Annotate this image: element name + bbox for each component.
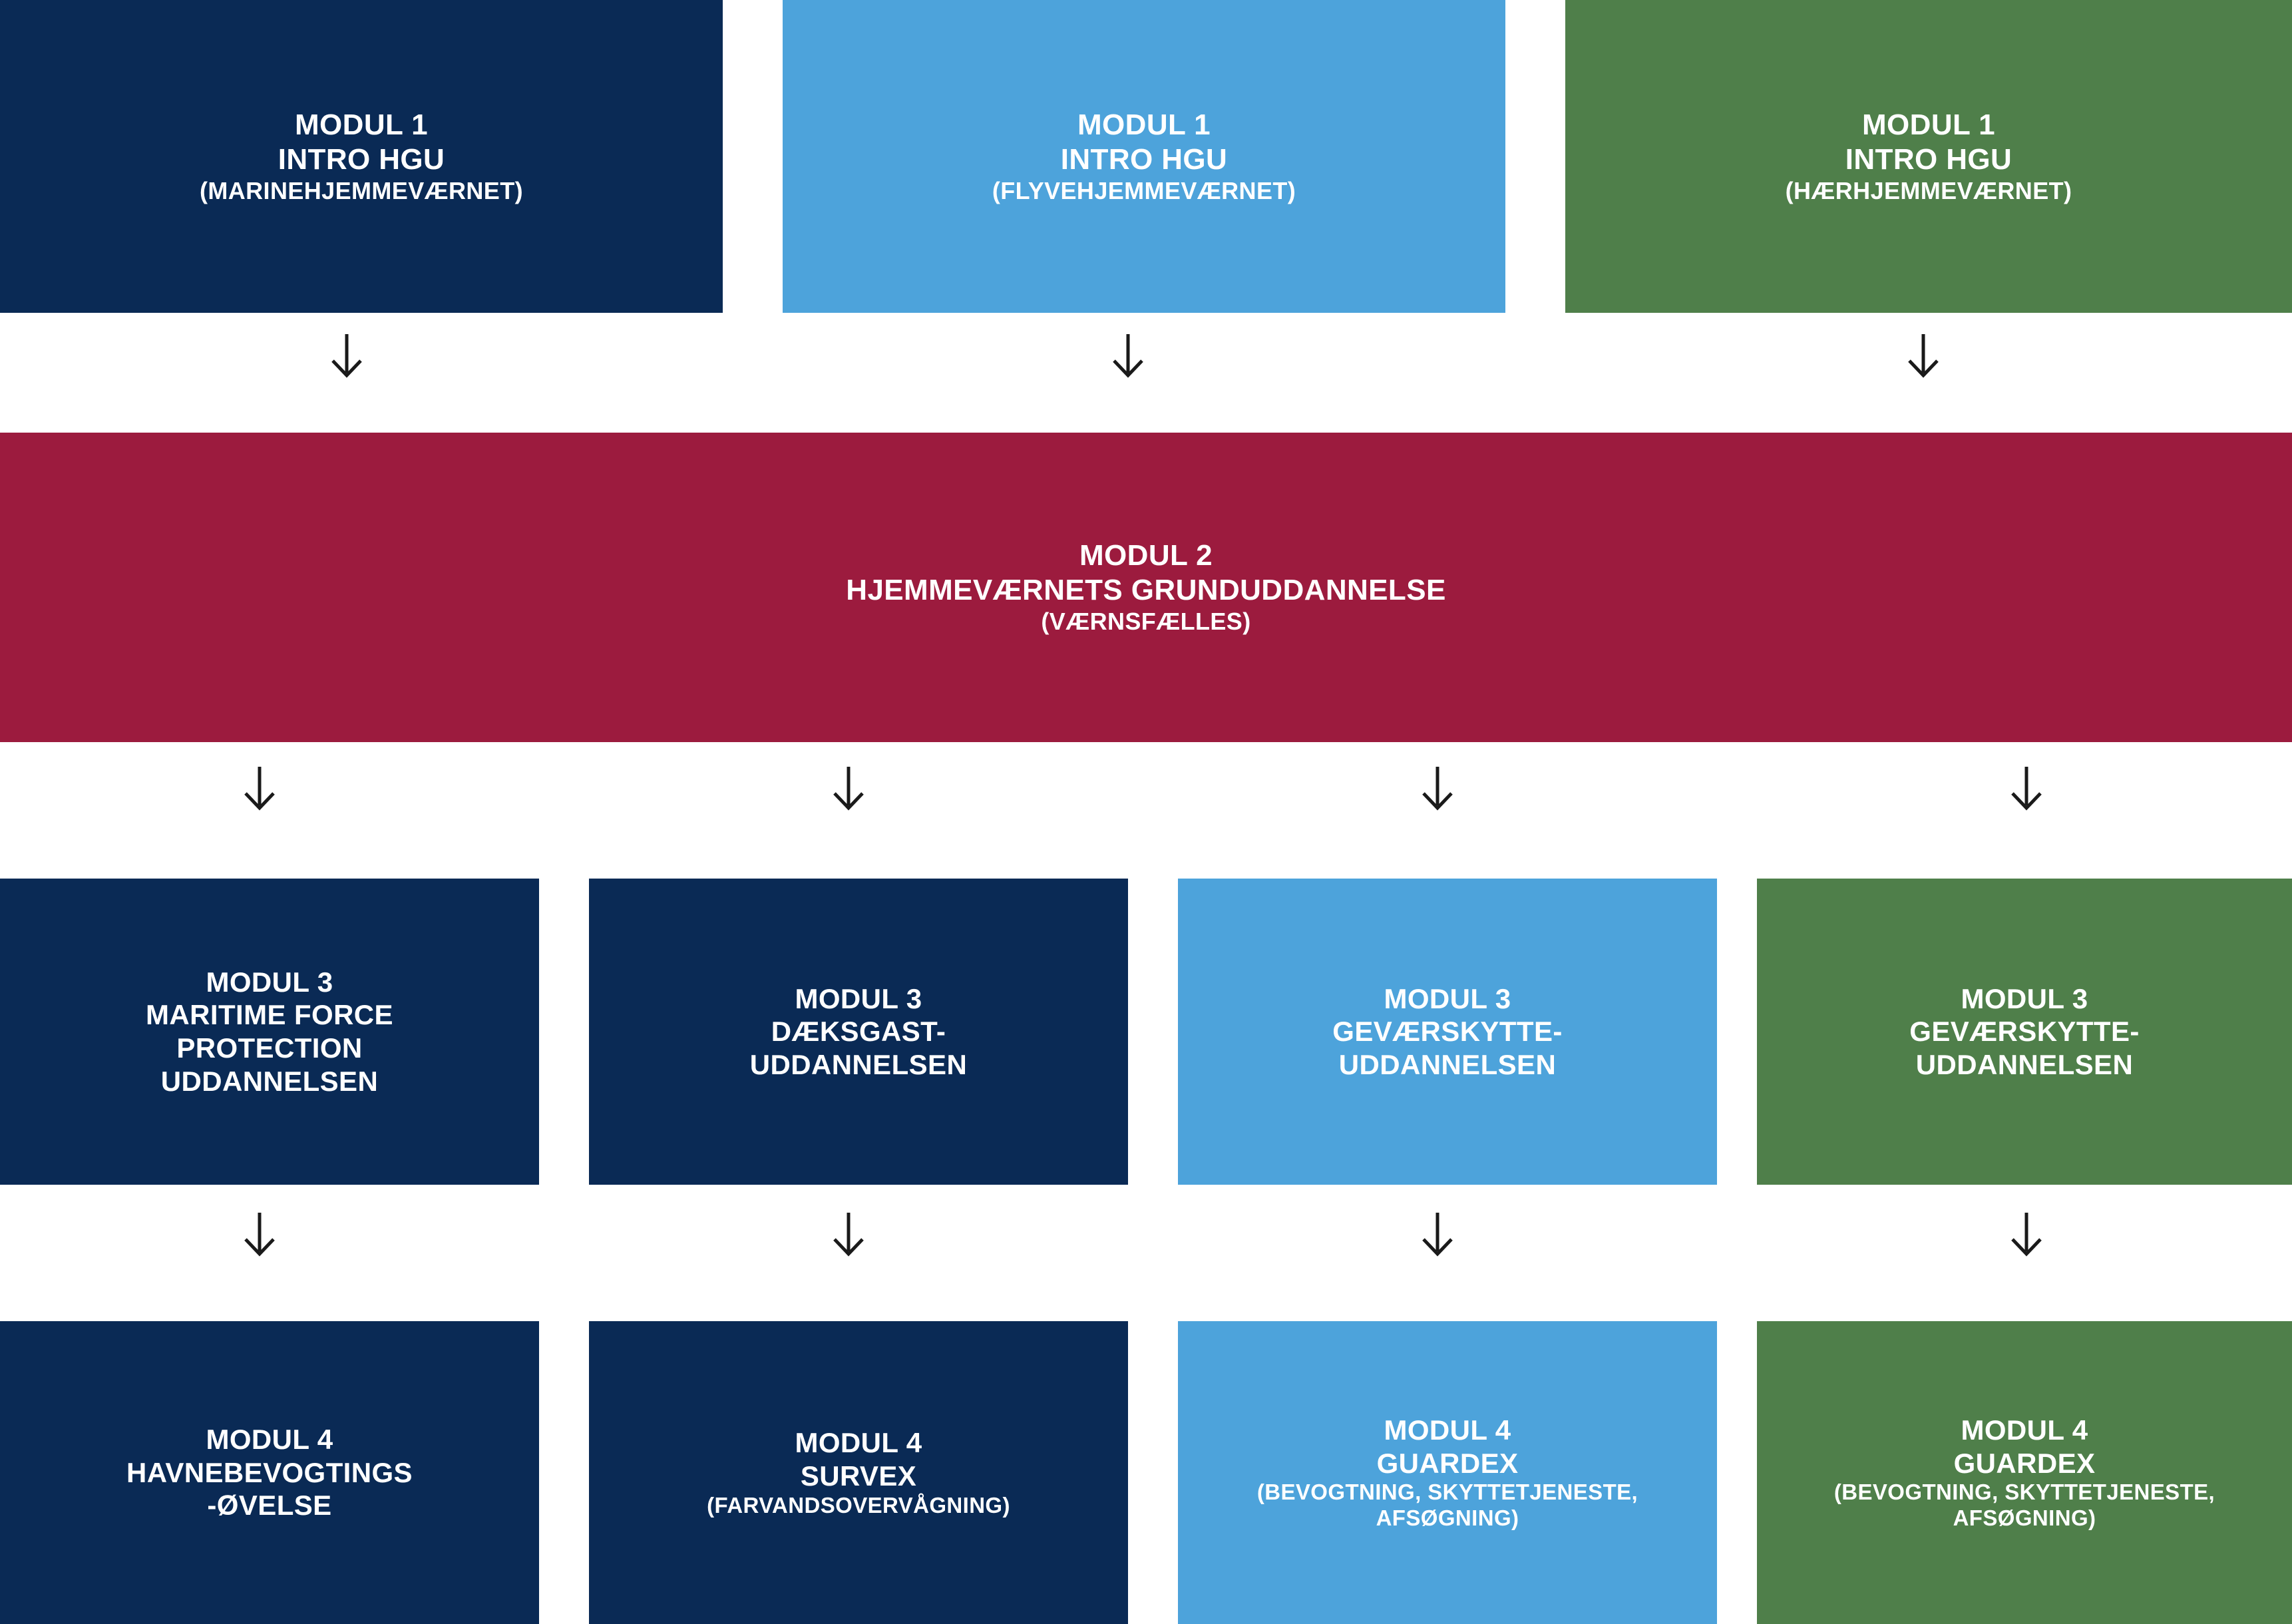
module2-grunduddannelse-box[interactable] xyxy=(0,433,2292,742)
module4-guardex-green-box[interactable] xyxy=(1757,1321,2292,1624)
box-subtitle: INTRO HGU xyxy=(278,142,445,176)
box-line-3: UDDANNELSEN xyxy=(749,1048,968,1080)
down-arrow-icon xyxy=(1414,1211,1461,1265)
box-note: (HÆRHJEMMEVÆRNET) xyxy=(1785,176,2072,204)
box-line-2: HAVNEBEVOGTINGS xyxy=(126,1456,413,1488)
box-subtitle: HJEMMEVÆRNETS GRUNDUDDANNELSE xyxy=(846,574,1446,607)
module3-gevaerskytte-green-box[interactable] xyxy=(1757,879,2292,1185)
box-note: (BEVOGTNING, SKYTTETJENESTE, xyxy=(1256,1480,1638,1505)
box-title: MODUL 1 xyxy=(1861,108,1995,141)
box-title: MODUL 4 xyxy=(206,1424,333,1456)
down-arrow-icon xyxy=(236,765,283,819)
box-note: (FLYVEHJEMMEVÆRNET) xyxy=(992,176,1296,204)
box-title: MODUL 1 xyxy=(294,108,428,141)
module1-haerhjemmevaernet-box[interactable] xyxy=(1565,0,2292,313)
down-arrow-icon xyxy=(323,333,370,386)
down-arrow-icon xyxy=(1105,333,1151,386)
box-title: MODUL 4 xyxy=(1384,1414,1511,1446)
box-line-2: GUARDEX xyxy=(1376,1447,1519,1479)
box-title: MODUL 3 xyxy=(1384,982,1511,1014)
box-line-2: DÆKSGAST- xyxy=(771,1016,946,1048)
box-title: MODUL 4 xyxy=(795,1427,922,1459)
module3-daeksgast-box[interactable] xyxy=(589,879,1128,1185)
down-arrow-icon xyxy=(236,1211,283,1265)
box-line-3: -ØVELSE xyxy=(207,1490,332,1522)
module4-survex-box[interactable] xyxy=(589,1321,1128,1624)
box-title: MODUL 2 xyxy=(1079,539,1213,572)
box-subtitle: INTRO HGU xyxy=(1845,142,2012,176)
box-line-2: SURVEX xyxy=(800,1460,917,1492)
box-line-3: PROTECTION xyxy=(176,1032,363,1064)
box-note: (BEVOGTNING, SKYTTETJENESTE, xyxy=(1833,1480,2215,1505)
box-line-2: GEVÆRSKYTTE- xyxy=(1332,1016,1563,1048)
module4-guardex-blue-box[interactable] xyxy=(1178,1321,1717,1624)
module1-marinehjemmevaernet-box[interactable] xyxy=(0,0,723,313)
module3-maritime-force-protection-box[interactable] xyxy=(0,879,539,1185)
box-title: MODUL 3 xyxy=(795,982,922,1014)
box-note: (FARVANDSOVERVÅGNING) xyxy=(707,1492,1010,1518)
box-note: (VÆRNSFÆLLES) xyxy=(1041,608,1251,636)
module3-gevaerskytte-blue-box[interactable] xyxy=(1178,879,1717,1185)
box-note-2: AFSØGNING) xyxy=(1953,1506,2096,1531)
box-title: MODUL 1 xyxy=(1077,108,1211,141)
box-subtitle: INTRO HGU xyxy=(1060,142,1228,176)
box-line-2: GEVÆRSKYTTE- xyxy=(1909,1016,2140,1048)
box-line-3: UDDANNELSEN xyxy=(1915,1048,2134,1080)
box-note-2: AFSØGNING) xyxy=(1376,1506,1519,1531)
down-arrow-icon xyxy=(2003,765,2050,819)
down-arrow-icon xyxy=(1414,765,1461,819)
box-line-2: MARITIME FORCE xyxy=(146,999,393,1031)
down-arrow-icon xyxy=(1900,333,1947,386)
down-arrow-icon xyxy=(825,1211,872,1265)
down-arrow-icon xyxy=(2003,1211,2050,1265)
box-line-2: GUARDEX xyxy=(1953,1447,2096,1479)
box-line-4: UDDANNELSEN xyxy=(160,1065,379,1097)
box-title: MODUL 3 xyxy=(206,966,333,998)
box-note: (MARINEHJEMMEVÆRNET) xyxy=(199,176,523,204)
box-line-3: UDDANNELSEN xyxy=(1338,1048,1557,1080)
box-title: MODUL 3 xyxy=(1961,982,2088,1014)
box-title: MODUL 4 xyxy=(1961,1414,2088,1446)
down-arrow-icon xyxy=(825,765,872,819)
module1-flyvehjemmevaernet-box[interactable] xyxy=(783,0,1505,313)
module4-havnebevogtingsoevelse-box[interactable] xyxy=(0,1321,539,1624)
